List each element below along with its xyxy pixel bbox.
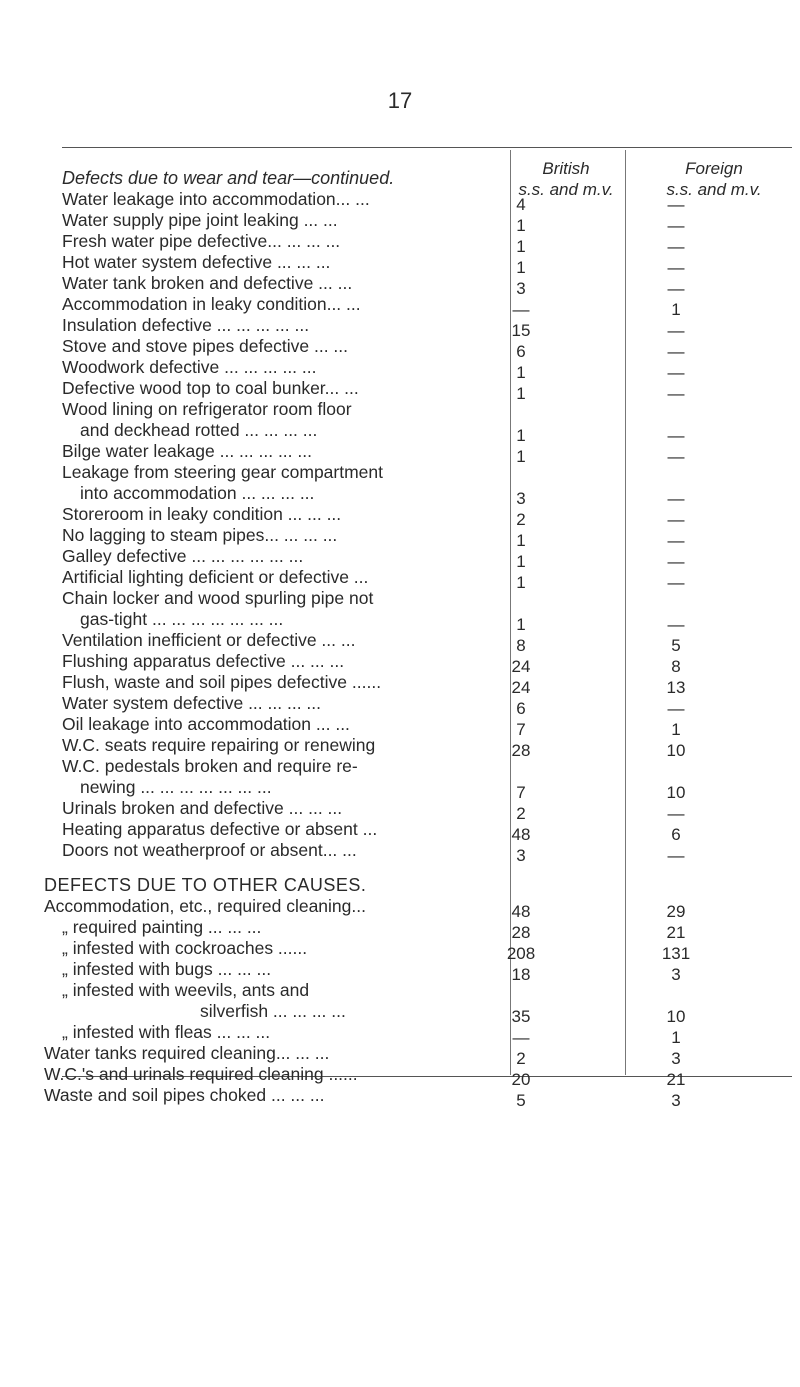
foreign-subheading: s.s. and m.v.	[666, 180, 762, 199]
row-label: Water supply pipe joint leaking ... ...	[62, 210, 338, 230]
foreign-value: —	[667, 258, 685, 277]
british-value: 6	[516, 699, 526, 718]
foreign-heading: Foreign	[685, 159, 743, 178]
foreign-value: 1	[671, 720, 681, 739]
foreign-value: 6	[671, 825, 681, 844]
row-label: Stove and stove pipes defective ... ...	[62, 336, 348, 356]
british-value: 7	[516, 783, 526, 802]
row-label-continuation: into accommodation ... ... ... ...	[80, 483, 315, 503]
british-value: 208	[506, 944, 536, 963]
row-label-continuation: gas-tight ... ... ... ... ... ... ...	[80, 609, 284, 629]
foreign-value: —	[667, 489, 685, 508]
foreign-value: —	[667, 804, 685, 823]
row-label: Leakage from steering gear compartment	[62, 462, 383, 482]
row-label: Water tanks required cleaning... ... ...	[44, 1043, 330, 1063]
british-value: 2	[516, 510, 526, 529]
foreign-value: 3	[671, 1091, 681, 1110]
row-label: Accommodation in leaky condition... ...	[62, 294, 361, 314]
row-label: Waste and soil pipes choked ... ... ...	[44, 1085, 325, 1105]
foreign-value: —	[667, 195, 685, 214]
row-label: Hot water system defective ... ... ...	[62, 252, 331, 272]
foreign-value: —	[667, 279, 685, 298]
foreign-value: 10	[666, 783, 686, 802]
british-value: 2	[516, 1049, 526, 1068]
row-label: Water system defective ... ... ... ...	[62, 693, 322, 713]
foreign-value: 21	[666, 1070, 686, 1089]
foreign-value: 5	[671, 636, 681, 655]
british-value: 24	[511, 678, 531, 697]
row-label: Ventilation inefficient or defective ... ...	[62, 630, 356, 650]
foreign-value: —	[667, 447, 685, 466]
british-value: 3	[516, 846, 526, 865]
british-value: —	[512, 300, 530, 319]
row-label: Artificial lighting deficient or defective ...	[62, 567, 369, 587]
foreign-value: 1	[671, 300, 681, 319]
british-value: 1	[516, 615, 526, 634]
row-label: Flush, waste and soil pipes defective ......	[62, 672, 382, 692]
british-value: 1	[516, 258, 526, 277]
row-label: Oil leakage into accommodation ... ...	[62, 714, 350, 734]
british-value: 1	[516, 237, 526, 256]
row-label: Wood lining on refrigerator room floor	[62, 399, 352, 419]
british-value: 7	[516, 720, 526, 739]
british-value: 8	[516, 636, 526, 655]
column-divider-right	[625, 150, 626, 1075]
foreign-value: —	[667, 342, 685, 361]
page-number: 17	[387, 88, 413, 113]
british-value: 48	[511, 825, 531, 844]
foreign-value: —	[667, 216, 685, 235]
row-label: Fresh water pipe defective... ... ... ...	[62, 231, 341, 251]
foreign-value: —	[667, 531, 685, 550]
foreign-value: 131	[661, 944, 691, 963]
foreign-value: 10	[666, 1007, 686, 1026]
row-label: W.C.'s and urinals required cleaning ......	[44, 1064, 358, 1084]
british-value: 20	[511, 1070, 531, 1089]
row-label: No lagging to steam pipes... ... ... ...	[62, 525, 338, 545]
row-label: Heating apparatus defective or absent ...	[62, 819, 378, 839]
foreign-value: —	[667, 699, 685, 718]
foreign-value: 3	[671, 965, 681, 984]
british-value: 24	[511, 657, 531, 676]
foreign-value: 1	[671, 1028, 681, 1047]
foreign-value: —	[667, 321, 685, 340]
british-value: 2	[516, 804, 526, 823]
british-value: 1	[516, 363, 526, 382]
row-label: Flushing apparatus defective ... ... ...	[62, 651, 345, 671]
foreign-value: —	[667, 384, 685, 403]
row-label: „ infested with weevils, ants and	[62, 980, 310, 1000]
row-label-continuation: and deckhead rotted ... ... ... ...	[80, 420, 318, 440]
british-value: 28	[511, 741, 531, 760]
british-subheading: s.s. and m.v.	[518, 180, 614, 199]
british-value: 6	[516, 342, 526, 361]
british-value: 1	[516, 216, 526, 235]
foreign-value: 21	[666, 923, 686, 942]
row-label: Storeroom in leaky condition ... ... ...	[62, 504, 342, 524]
row-label: Defective wood top to coal bunker... ...	[62, 378, 359, 398]
british-value: 18	[511, 965, 531, 984]
top-rule	[62, 147, 792, 148]
foreign-value: 8	[671, 657, 681, 676]
british-value: 5	[516, 1091, 526, 1110]
british-value: 48	[511, 902, 531, 921]
row-label: Insulation defective ... ... ... ... ...	[62, 315, 310, 335]
section-title-other-causes: DEFECTS DUE TO OTHER CAUSES.	[44, 875, 367, 895]
section-title-wear-and-tear: Defects due to wear and tear—continued.	[62, 168, 395, 188]
row-label: Urinals broken and defective ... ... ...	[62, 798, 343, 818]
row-label: Water leakage into accommodation... ...	[62, 189, 370, 209]
row-label: „ infested with cockroaches ......	[62, 938, 308, 958]
foreign-value: 13	[666, 678, 686, 697]
british-value: —	[512, 1028, 530, 1047]
foreign-value: —	[667, 426, 685, 445]
foreign-value: —	[667, 510, 685, 529]
foreign-value: 29	[666, 902, 686, 921]
row-label: „ infested with bugs ... ... ...	[62, 959, 272, 979]
british-value: 1	[516, 531, 526, 550]
row-label: Water tank broken and defective ... ...	[62, 273, 353, 293]
british-value: 1	[516, 573, 526, 592]
british-value: 3	[516, 279, 526, 298]
foreign-value: —	[667, 363, 685, 382]
foreign-value: —	[667, 573, 685, 592]
row-label: „ required painting ... ... ...	[62, 917, 262, 937]
row-label: Doors not weatherproof or absent... ...	[62, 840, 357, 860]
row-label: Accommodation, etc., required cleaning...	[44, 896, 366, 916]
row-label: W.C. pedestals broken and require re-	[62, 756, 358, 776]
british-value: 35	[511, 1007, 531, 1026]
british-value: 4	[516, 195, 526, 214]
british-value: 1	[516, 384, 526, 403]
foreign-value: —	[667, 237, 685, 256]
row-label-continuation: newing ... ... ... ... ... ... ...	[80, 777, 272, 797]
british-heading: British	[542, 159, 590, 178]
foreign-value: —	[667, 615, 685, 634]
foreign-value: —	[667, 552, 685, 571]
foreign-value: 10	[666, 741, 686, 760]
british-value: 1	[516, 426, 526, 445]
row-label-continuation: silverfish ... ... ... ...	[200, 1001, 346, 1021]
british-value: 3	[516, 489, 526, 508]
row-label: Woodwork defective ... ... ... ... ...	[62, 357, 317, 377]
british-value: 1	[516, 447, 526, 466]
foreign-value: 3	[671, 1049, 681, 1068]
british-value: 15	[511, 321, 531, 340]
row-label: Chain locker and wood spurling pipe not	[62, 588, 374, 608]
row-label: „ infested with fleas ... ... ...	[62, 1022, 271, 1042]
row-label: Galley defective ... ... ... ... ... ...	[62, 546, 304, 566]
row-label: W.C. seats require repairing or renewing	[62, 735, 376, 755]
british-value: 28	[511, 923, 531, 942]
british-value: 1	[516, 552, 526, 571]
foreign-value: —	[667, 846, 685, 865]
row-label: Bilge water leakage ... ... ... ... ...	[62, 441, 312, 461]
